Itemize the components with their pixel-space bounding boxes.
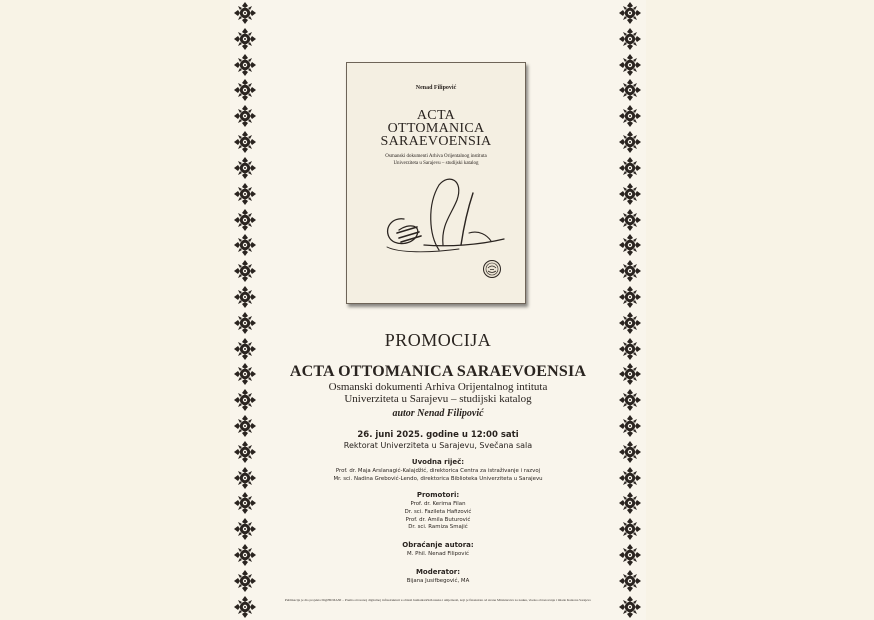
border-ornament-icon	[619, 234, 641, 256]
book-cover-image	[346, 62, 526, 304]
border-ornament-icon	[619, 2, 641, 24]
promoters-list	[230, 501, 646, 532]
border-ornament-icon	[234, 28, 256, 50]
book-cover-subtitle	[347, 153, 525, 167]
border-ornament-icon	[619, 54, 641, 76]
border-ornament-icon	[234, 286, 256, 308]
author-line: autor Nenad Filipović	[392, 408, 484, 419]
tughra-calligraphy-icon	[369, 175, 509, 255]
book-title: ACTA OTTOMANICA SARAEVOENSIA	[289, 363, 587, 380]
book-cover-title-line: SARAEVOENSIA	[380, 134, 492, 149]
moderator-heading: Moderator:	[415, 568, 461, 576]
promotion-heading: PROMOCIJA	[384, 330, 492, 350]
border-ornament-icon	[619, 131, 641, 153]
intro-speaker: Prof. dr. Maja Arslanagić-Kalajdžić, direktorica Centra za istraživanje i razvoj	[335, 468, 541, 474]
book-cover-subtitle-line: Osmanski dokumenti Arhiva Orijentalnog instituta	[385, 154, 487, 159]
promoter: Dr. sci. Ramiza Smajić	[408, 524, 468, 531]
promoter: Prof. dr. Kerima Filan	[410, 501, 466, 507]
intro-heading: Uvodna riječ:	[411, 458, 465, 466]
border-ornament-icon	[234, 157, 256, 179]
border-ornament-icon	[234, 209, 256, 231]
border-ornament-icon	[234, 260, 256, 282]
border-ornament-icon	[234, 105, 256, 127]
border-ornament-icon	[619, 286, 641, 308]
promoter: Dr. sci. Fazileta Hafizović	[404, 508, 472, 515]
border-ornament-icon	[234, 54, 256, 76]
moderator-name: Bijana Jusifbegović, MA	[406, 578, 470, 584]
border-ornament-icon	[234, 183, 256, 205]
book-cover-title-line: OTTOMANICA	[387, 121, 485, 136]
border-ornament-icon	[619, 157, 641, 179]
book-subtitle-line: Osmanski dokumenti Arhiva Orijentalnog intituta	[328, 381, 548, 393]
intro-speakers	[230, 468, 646, 484]
border-ornament-icon	[234, 79, 256, 101]
border-ornament-icon	[234, 131, 256, 153]
book-cover-title-line: ACTA	[416, 108, 456, 123]
book-subtitle	[230, 381, 646, 405]
author-address-heading: Obraćanje autora:	[402, 541, 474, 549]
book-cover-subtitle-line: Univerziteta u Sarajevu – studijski katalog	[393, 161, 479, 166]
intro-speaker: Mr. sci. Nadina Grebović-Lendo, direktorica Biblioteka Univerziteta u Sarajevu	[333, 475, 543, 482]
border-ornament-icon	[234, 234, 256, 256]
border-ornament-icon	[619, 183, 641, 205]
book-subtitle-line: Univerziteta u Sarajevu – studijski katalog	[344, 393, 532, 405]
event-date-time: 26. juni 2025. godine u 12:00 sati	[357, 430, 519, 440]
border-ornament-icon	[234, 2, 256, 24]
promoters-heading: Promotori:	[416, 491, 460, 499]
border-ornament-icon	[619, 105, 641, 127]
border-ornament-icon	[619, 260, 641, 282]
footer-note: Publikacija je dio projekta DigiHUMANI – Prema otvorenoj digitalnoj infrastrukturi u oblasti humanističkih nauka i umjetnosti, koji je finansiran od strane Ministarstva za nauku, visoko obrazovanje i mlade Kantona Sarajevo	[284, 598, 592, 602]
border-ornament-icon	[619, 209, 641, 231]
book-cover-title	[347, 109, 525, 148]
author-address-name: M. Phil. Nenad Filipović	[407, 551, 469, 557]
border-ornament-icon	[619, 28, 641, 50]
event-place: Rektorat Univerziteta u Sarajevu, Svečana sala	[343, 441, 533, 450]
seal-stamp-icon	[482, 259, 502, 279]
border-ornament-icon	[619, 79, 641, 101]
book-cover-author: Nenad Filipović	[415, 85, 457, 91]
promoter: Prof. dr. Amila Buturović	[405, 516, 471, 523]
